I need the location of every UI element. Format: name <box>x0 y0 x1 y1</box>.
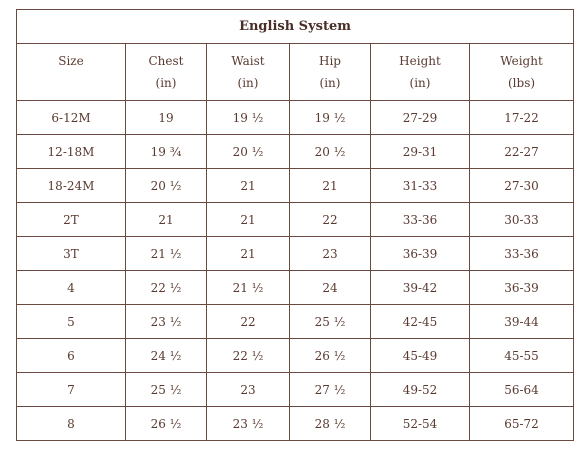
cell-height: 27-29 <box>371 101 470 135</box>
cell-chest: 26 ½ <box>126 407 207 441</box>
header-unit: (lbs) <box>508 76 536 90</box>
cell-waist: 21 <box>207 203 290 237</box>
cell-size: 8 <box>17 407 126 441</box>
cell-size: 7 <box>17 373 126 407</box>
cell-chest: 21 ½ <box>126 237 207 271</box>
cell-weight: 45-55 <box>470 339 574 373</box>
cell-chest: 22 ½ <box>126 271 207 305</box>
cell-hip: 27 ½ <box>290 373 371 407</box>
cell-chest: 24 ½ <box>126 339 207 373</box>
cell-chest: 23 ½ <box>126 305 207 339</box>
cell-weight: 36-39 <box>470 271 574 305</box>
cell-height: 36-39 <box>371 237 470 271</box>
cell-chest: 19 ¾ <box>126 135 207 169</box>
cell-hip: 26 ½ <box>290 339 371 373</box>
cell-size: 6 <box>17 339 126 373</box>
header-size <box>17 44 126 101</box>
cell-height: 42-45 <box>371 305 470 339</box>
size-chart-table <box>16 9 574 441</box>
cell-chest: 20 ½ <box>126 169 207 203</box>
table-row <box>17 169 574 203</box>
cell-chest: 19 <box>126 101 207 135</box>
cell-weight: 27-30 <box>470 169 574 203</box>
table-row <box>17 271 574 305</box>
cell-size: 12-18M <box>17 135 126 169</box>
cell-weight: 33-36 <box>470 237 574 271</box>
cell-hip: 20 ½ <box>290 135 371 169</box>
cell-hip: 23 <box>290 237 371 271</box>
cell-hip: 28 ½ <box>290 407 371 441</box>
header-label: Weight <box>500 54 543 68</box>
header-label: Hip <box>319 54 341 68</box>
table-row <box>17 407 574 441</box>
cell-waist: 20 ½ <box>207 135 290 169</box>
cell-waist: 19 ½ <box>207 101 290 135</box>
table-row <box>17 135 574 169</box>
cell-weight: 17-22 <box>470 101 574 135</box>
table-row <box>17 203 574 237</box>
header-label: Size <box>58 54 84 68</box>
header-unit: (in) <box>237 76 259 90</box>
cell-size: 5 <box>17 305 126 339</box>
cell-height: 52-54 <box>371 407 470 441</box>
cell-weight: 65-72 <box>470 407 574 441</box>
header-label: Chest <box>148 54 184 68</box>
cell-height: 33-36 <box>371 203 470 237</box>
cell-waist: 22 ½ <box>207 339 290 373</box>
table-row <box>17 339 574 373</box>
header-label: Waist <box>231 54 265 68</box>
cell-hip: 21 <box>290 169 371 203</box>
cell-weight: 39-44 <box>470 305 574 339</box>
cell-size: 18-24M <box>17 169 126 203</box>
header-waist <box>207 44 290 101</box>
cell-height: 39-42 <box>371 271 470 305</box>
cell-size: 6-12M <box>17 101 126 135</box>
cell-waist: 22 <box>207 305 290 339</box>
cell-hip: 25 ½ <box>290 305 371 339</box>
cell-waist: 23 <box>207 373 290 407</box>
header-weight <box>470 44 574 101</box>
title-row <box>17 10 574 44</box>
header-unit: (in) <box>155 76 177 90</box>
table-row <box>17 101 574 135</box>
cell-size: 2T <box>17 203 126 237</box>
cell-waist: 21 <box>207 237 290 271</box>
cell-height: 29-31 <box>371 135 470 169</box>
header-unit: (in) <box>319 76 341 90</box>
cell-waist: 21 ½ <box>207 271 290 305</box>
cell-chest: 21 <box>126 203 207 237</box>
header-chest <box>126 44 207 101</box>
table-row <box>17 373 574 407</box>
cell-size: 4 <box>17 271 126 305</box>
header-label: Height <box>399 54 441 68</box>
cell-height: 31-33 <box>371 169 470 203</box>
cell-size: 3T <box>17 237 126 271</box>
header-row <box>17 44 574 101</box>
cell-weight: 22-27 <box>470 135 574 169</box>
table-row <box>17 237 574 271</box>
cell-hip: 22 <box>290 203 371 237</box>
cell-chest: 25 ½ <box>126 373 207 407</box>
table-row <box>17 305 574 339</box>
header-hip <box>290 44 371 101</box>
cell-waist: 21 <box>207 169 290 203</box>
header-height <box>371 44 470 101</box>
table-body <box>17 101 574 441</box>
table-title: English System <box>17 10 574 44</box>
cell-hip: 24 <box>290 271 371 305</box>
cell-waist: 23 ½ <box>207 407 290 441</box>
cell-hip: 19 ½ <box>290 101 371 135</box>
cell-weight: 56-64 <box>470 373 574 407</box>
header-unit: (in) <box>409 76 431 90</box>
cell-height: 45-49 <box>371 339 470 373</box>
cell-weight: 30-33 <box>470 203 574 237</box>
cell-height: 49-52 <box>371 373 470 407</box>
